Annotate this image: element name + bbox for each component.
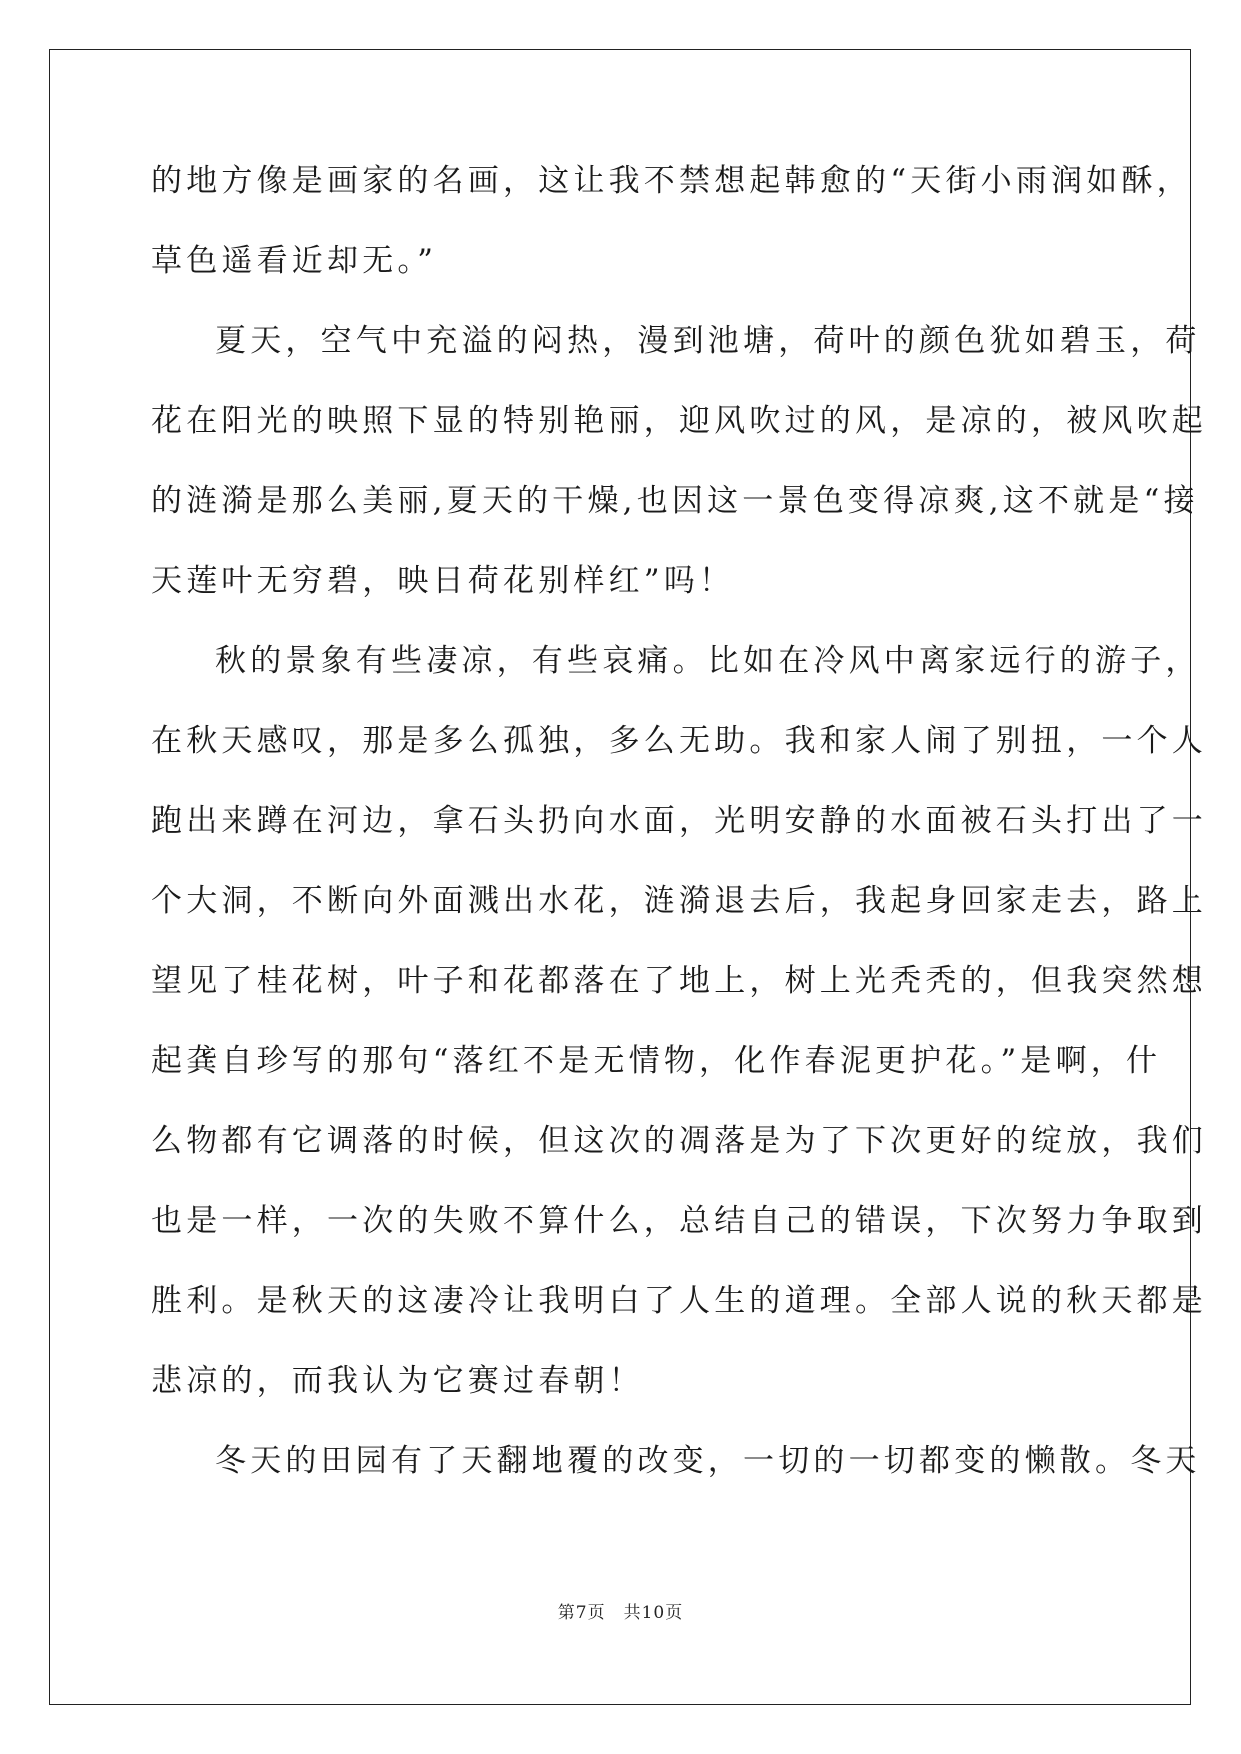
text-line: 胜利。是秋天的这凄冷让我明白了人生的道理。全部人说的秋天都是 — [151, 1283, 1207, 1319]
paragraph-start-autumn: 秋的景象有些凄凉，有些哀痛。比如在冷风中离家远行的游子， — [215, 643, 1201, 679]
text-line: 跑出来蹲在河边，拿石头扔向水面，光明安静的水面被石头打出了一 — [151, 803, 1207, 839]
text-line: 的地方像是画家的名画，这让我不禁想起韩愈的“天街小雨润如酥， — [151, 163, 1192, 199]
page-number-footer: 第7页 共10页 — [557, 1603, 684, 1623]
text-line: 天莲叶无穷碧，映日荷花别样红”吗！ — [151, 563, 735, 599]
text-line: 起龚自珍写的那句“落红不是无情物，化作春泥更护花。”是啊，什 — [151, 1043, 1162, 1079]
text-line: 的涟漪是那么美丽,夏天的干燥,也因这一景色变得凉爽,这不就是“接 — [151, 483, 1199, 519]
paragraph-start-winter: 冬天的田园有了天翻地覆的改变，一切的一切都变的懒散。冬天 — [215, 1443, 1201, 1479]
text-line: 么物都有它调落的时候，但这次的凋落是为了下次更好的绽放，我们 — [151, 1123, 1207, 1159]
text-line: 个大洞，不断向外面溅出水花，涟漪退去后，我起身回家走去，路上 — [151, 883, 1207, 919]
document-body — [151, 158, 1207, 1518]
text-line: 在秋天感叹，那是多么孤独，多么无助。我和家人闹了别扭，一个人 — [151, 723, 1207, 759]
text-line: 花在阳光的映照下显的特别艳丽，迎风吹过的风，是凉的，被风吹起 — [151, 403, 1207, 439]
paragraph-start-summer: 夏天，空气中充溢的闷热，漫到池塘，荷叶的颜色犹如碧玉，荷 — [215, 323, 1201, 359]
text-line: 草色遥看近却无。” — [151, 243, 438, 279]
text-line: 也是一样，一次的失败不算什么，总结自己的错误，下次努力争取到 — [151, 1203, 1207, 1239]
text-line: 悲凉的，而我认为它赛过春朝！ — [151, 1363, 644, 1399]
text-line: 望见了桂花树，叶子和花都落在了地上，树上光秃秃的，但我突然想 — [151, 963, 1207, 999]
